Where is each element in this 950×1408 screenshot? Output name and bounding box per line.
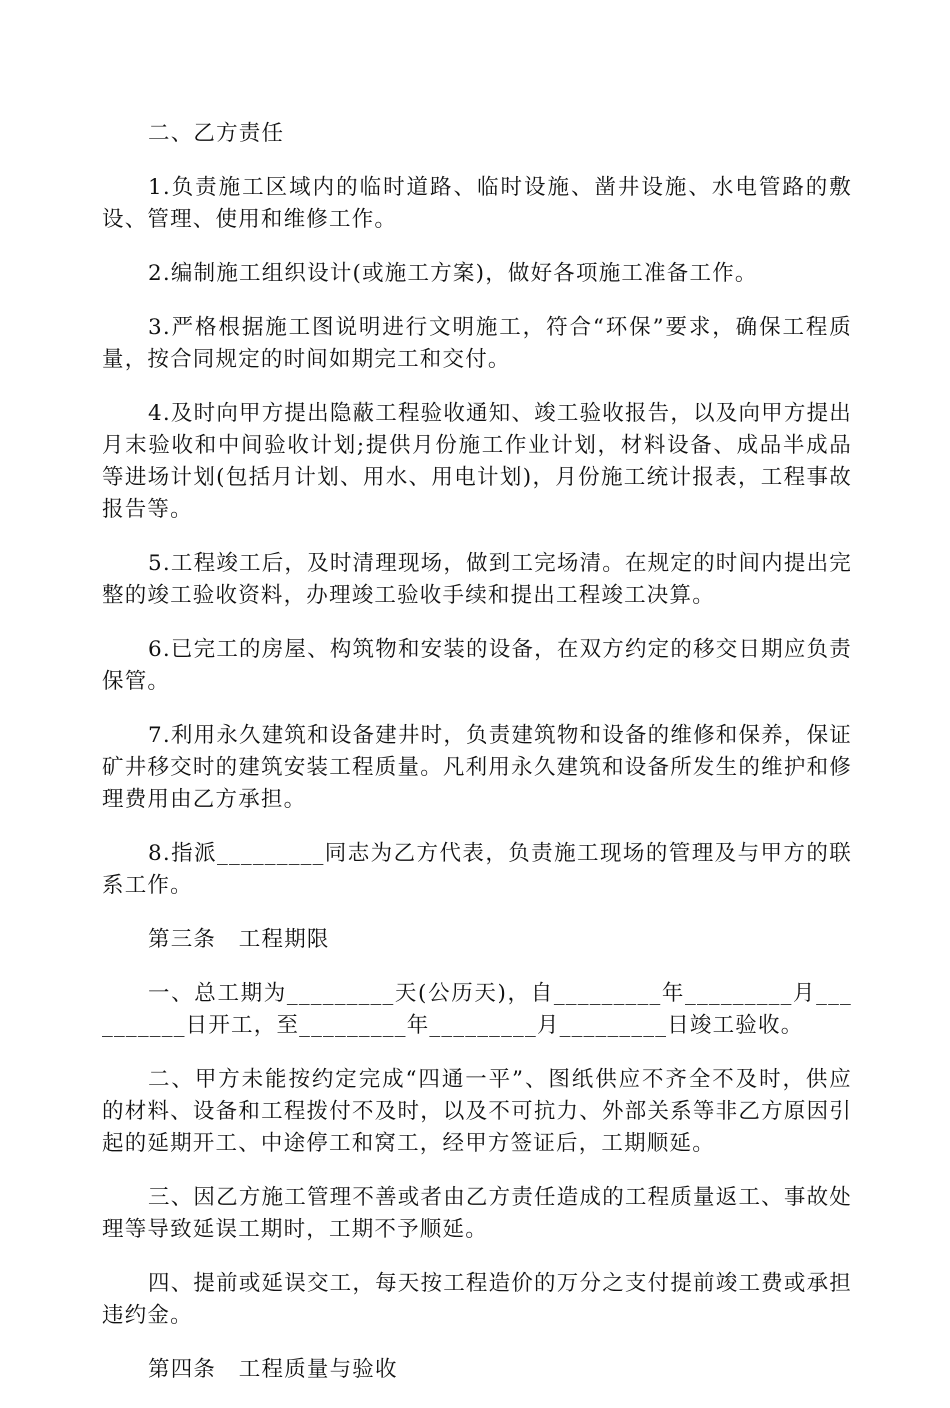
clause-paragraph: 二、甲方未能按约定完成“四通一平”、图纸供应不齐全不及时，供应的材料、设备和工程拨付不及时，以及不可抗力、外部关系等非乙方原因引起的延期开工、中途停工和窝工，经甲方签证后，工期顺延。 (102, 1067, 852, 1156)
clause-paragraph: 一、总工期为_________天(公历天)，自_________年_________月__________日开工，至_________年_________月_________日竣工验收。 (102, 981, 852, 1038)
clause-paragraph: 6.已完工的房屋、构筑物和安装的设备，在双方约定的移交日期应负责保管。 (102, 637, 852, 694)
clause-paragraph: 四、提前或延误交工，每天按工程造价的万分之支付提前竣工费或承担违约金。 (102, 1271, 852, 1328)
clause-paragraph: 5.工程竣工后，及时清理现场，做到工完场清。在规定的时间内提出完整的竣工验收资料，办理竣工验收手续和提出工程竣工决算。 (102, 551, 852, 608)
clause-paragraph: 3.严格根据施工图说明进行文明施工，符合“环保”要求，确保工程质量，按合同规定的时间如期完工和交付。 (102, 315, 852, 372)
section-heading-party-b-responsibilities: 二、乙方责任 (148, 121, 285, 146)
clause-paragraph: 2.编制施工组织设计(或施工方案)，做好各项施工准备工作。 (148, 261, 758, 286)
clause-paragraph: 8.指派_________同志为乙方代表，负责施工现场的管理及与甲方的联系工作。 (102, 841, 852, 898)
document-page (102, 118, 852, 1408)
article-heading-quality-acceptance: 第四条 工程质量与验收 (148, 1357, 398, 1382)
clause-paragraph: 三、因乙方施工管理不善或者由乙方责任造成的工程质量返工、事故处理等导致延误工期时，工期不予顺延。 (102, 1185, 852, 1242)
clause-paragraph: 1.负责施工区域内的临时道路、临时设施、凿井设施、水电管路的敷设、管理、使用和维修工作。 (102, 175, 852, 232)
clause-paragraph: 7.利用永久建筑和设备建井时，负责建筑物和设备的维修和保养，保证矿井移交时的建筑安装工程质量。凡利用永久建筑和设备所发生的维护和修理费用由乙方承担。 (102, 723, 852, 812)
article-heading-project-term: 第三条 工程期限 (148, 927, 330, 952)
clause-paragraph: 4.及时向甲方提出隐蔽工程验收通知、竣工验收报告，以及向甲方提出月末验收和中间验收计划;提供月份施工作业计划，材料设备、成品半成品等进场计划(包括月计划、用水、用电计划)，月份施工统计报表，工程事故报告等。 (102, 401, 852, 522)
